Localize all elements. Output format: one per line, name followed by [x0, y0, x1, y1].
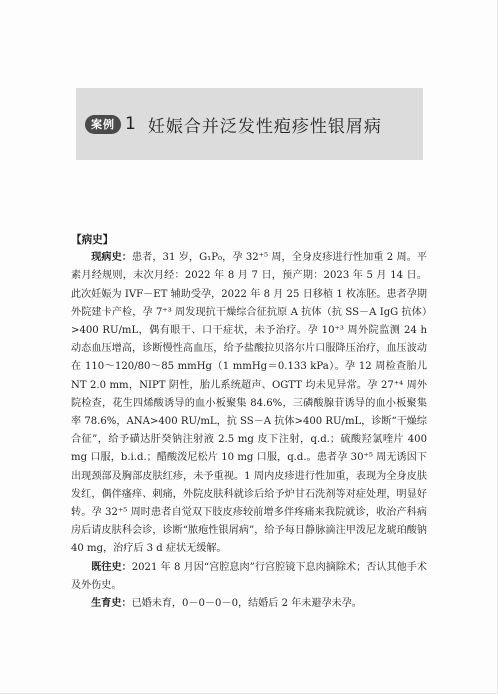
past-history-label: 既往史：	[91, 561, 132, 573]
case-number: 1	[125, 114, 136, 134]
reproductive-history-label: 生育史：	[91, 598, 132, 610]
present-illness-text: 患者，31 岁，G₁P₀，孕 32⁺⁵ 周，全身皮疹进行性加重 2 周。平素月经规则，末次月经：2022 年 8 月 7 日，预产期：2023 年 5 月 14 日。此次妊娠为 IVF－ET 辅助受孕，2022 年 8 月 25 日移植 1 枚冻胚。患者孕期外院建卡产检，孕 7⁺³ 周发现抗干燥综合征抗原 A 抗体（抗 SS－A IgG 抗体）>400 RU/mL，偶有眼干、口干症状，未予治疗。孕 10⁺³ 周外院监测 24 h 动态血压增高，诊断慢性高血压，给予盐酸拉贝洛尔片口服降压治疗，血压波动在 110～120/80～85 mmHg（1 mmHg＝0.133 kPa）。孕 12 周检查胎儿 NT 2.0 mm，NIPT 阴性，胎儿系统超声、OGTT 均未见异常。孕 27⁺⁴ 周外院检查，花生四烯酸诱导的血小板聚集 84.6%，三磷酸腺苷诱导的血小板聚集率 78.6%，ANA>400 RU/mL，抗 SS－A 抗体>400 RU/mL，诊断“干燥综合征”，给予磺达肝癸钠注射液 2.5 mg 皮下注射，q.d.；硫酸羟氯喹片 400 mg 口服，b.i.d.；醋酸泼尼松片 10 mg 口服，q.d.。患者孕 30⁺⁵ 周无诱因下出现颈部及胸部皮肤红疹，未予重视。1 周内皮疹进行性加重，表现为全身皮肤发红，偶伴瘙痒、刺痛，外院皮肤科就诊后给予炉甘石洗剂等对症处理，明显好转。孕 32⁺⁵ 周时患者自觉双下肢皮疹较前增多伴疼痛来我院就诊，收治产科病房后请皮肤科会诊，诊断“脓疱性银屑病”，给予每日静脉滴注甲泼尼龙琥珀酸钠 40 mg，治疗后 3 d 症状无缓解。	[71, 252, 427, 555]
case-title-banner	[76, 88, 423, 160]
present-illness-paragraph	[71, 249, 427, 558]
section-heading: 【病史】	[71, 234, 114, 246]
reproductive-history-paragraph	[71, 595, 427, 613]
reproductive-history-text: 已婚未育，0－0－0－0，结婚后 2 年未避孕未孕。	[131, 598, 362, 610]
medical-history-section	[71, 231, 427, 613]
case-title: 妊娠合并泛发性疱疹性银屑病	[147, 116, 382, 137]
past-history-paragraph	[71, 559, 427, 595]
present-illness-label: 现病史：	[91, 252, 132, 264]
past-history-text: 2021 年 8 月因“宫腔息肉”行宫腔镜下息肉摘除术；否认其他手术及外伤史。	[71, 561, 427, 591]
case-badge: 案例	[85, 115, 121, 134]
